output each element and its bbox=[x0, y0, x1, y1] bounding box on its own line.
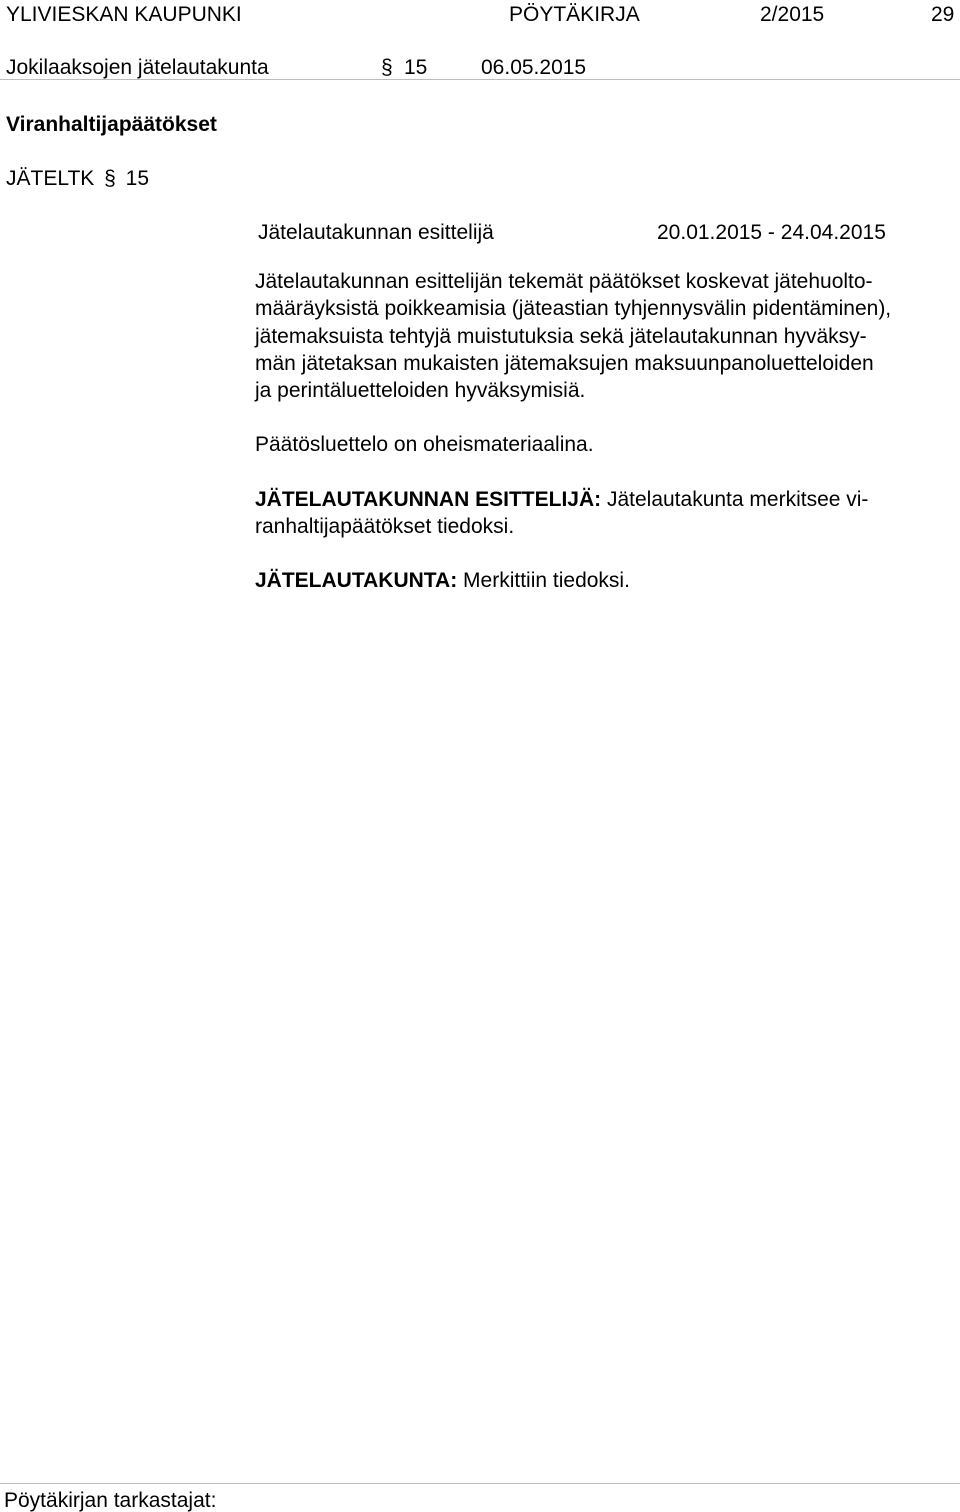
footer-divider bbox=[0, 1483, 960, 1484]
paragraph-line: ja perintäluetteloiden hyväksymisiä. bbox=[255, 379, 586, 403]
attachment-note-text: Päätösluettelo on oheismateriaalina. bbox=[255, 433, 594, 456]
page-number: 29 bbox=[931, 3, 955, 26]
decision-period: 20.01.2015 - 24.04.2015 bbox=[657, 221, 886, 244]
document-number: 2/2015 bbox=[760, 3, 825, 26]
organization-name: YLIVIESKAN KAUPUNKI bbox=[6, 3, 242, 26]
paragraph-line: jätemaksuista tehtyjä muistutuksia sekä jätelautakunnan hyväksy- bbox=[255, 324, 867, 348]
reference-number: 15 bbox=[125, 167, 150, 190]
attachment-note bbox=[255, 431, 955, 458]
presenter-proposal bbox=[255, 486, 955, 541]
decision-maker-role: Jätelautakunnan esittelijä bbox=[258, 221, 494, 244]
section-title: Viranhaltijapäätökset bbox=[6, 113, 217, 136]
decision-line bbox=[255, 567, 955, 594]
reference-symbol: § bbox=[104, 167, 116, 190]
decision-text: Merkittiin tiedoksi. bbox=[463, 569, 630, 592]
reference-prefix: JÄTELTK bbox=[6, 167, 95, 190]
meeting-date: 06.05.2015 bbox=[481, 56, 587, 79]
paragraph-line: määräyksistä poikkeamisia (jäteastian tyhjennysvälin pidentäminen), bbox=[255, 297, 892, 321]
paragraph-line: Jätelautakunnan esittelijän tekemät päätökset koskevat jätehuolto- bbox=[255, 270, 873, 293]
proposal-line-1 bbox=[255, 486, 955, 513]
document-type: PÖYTÄKIRJA bbox=[509, 3, 640, 26]
decisions-description bbox=[255, 268, 955, 404]
proposal-line-2: ranhaltijapäätökset tiedoksi. bbox=[255, 515, 515, 539]
committee-decision bbox=[255, 567, 955, 594]
section-number: 15 bbox=[404, 56, 428, 79]
reviewers-label: Pöytäkirjan tarkastajat: bbox=[4, 1489, 217, 1512]
committee-name: Jokilaaksojen jätelautakunta bbox=[6, 56, 269, 79]
proposal-label: JÄTELAUTAKUNNAN ESITTELIJÄ: bbox=[255, 488, 602, 511]
section-symbol: § bbox=[381, 56, 393, 79]
section-reference bbox=[6, 168, 149, 189]
decision-label: JÄTELAUTAKUNTA: bbox=[255, 569, 458, 592]
proposal-text: Jätelautakunta merkitsee vi- bbox=[606, 488, 869, 511]
paragraph-line: män jätetaksan mukaisten jätemaksujen maksuunpanoluetteloiden bbox=[255, 351, 874, 375]
header-divider bbox=[0, 79, 960, 80]
